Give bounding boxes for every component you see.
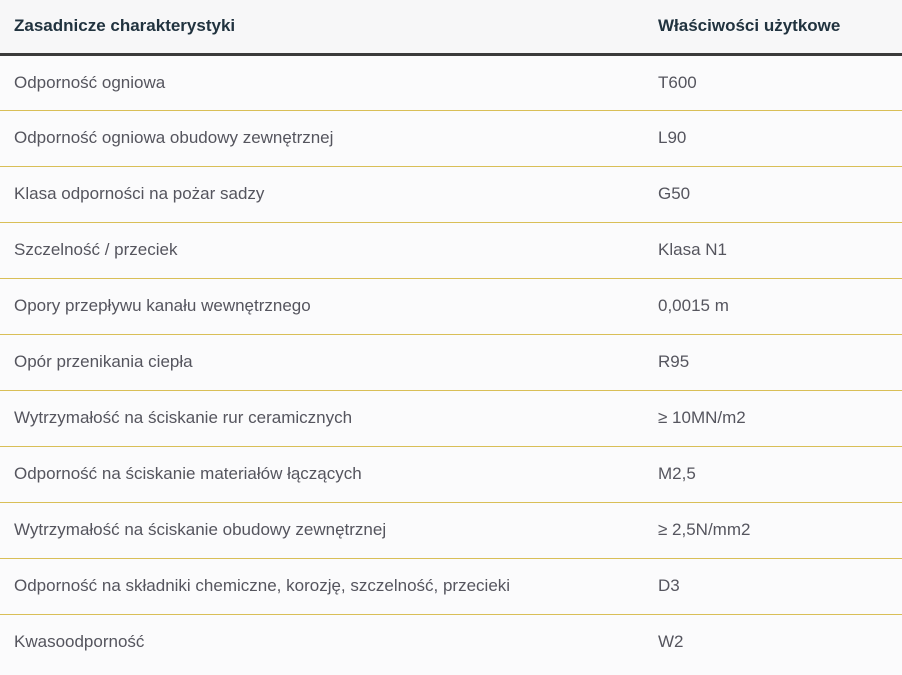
table-row bbox=[0, 614, 902, 670]
table-row bbox=[0, 558, 902, 614]
table-header-row bbox=[0, 0, 902, 54]
property-value: ≥ 2,5N/mm2 bbox=[658, 502, 902, 558]
property-value: 0,0015 m bbox=[658, 278, 902, 334]
property-value: ≥ 10MN/m2 bbox=[658, 390, 902, 446]
table-row bbox=[0, 278, 902, 334]
table-row bbox=[0, 54, 902, 110]
property-value: L90 bbox=[658, 110, 902, 166]
property-value: Klasa N1 bbox=[658, 222, 902, 278]
property-name: Opory przepływu kanału wewnętrznego bbox=[0, 278, 658, 334]
table-row bbox=[0, 502, 902, 558]
property-name: Odporność na składniki chemiczne, korozję, szczelność, przecieki bbox=[0, 558, 658, 614]
table-header bbox=[0, 0, 902, 54]
property-value: D3 bbox=[658, 558, 902, 614]
property-value: M2,5 bbox=[658, 446, 902, 502]
table-row bbox=[0, 222, 902, 278]
property-name: Klasa odporności na pożar sadzy bbox=[0, 166, 658, 222]
property-name: Odporność na ściskanie materiałów łączących bbox=[0, 446, 658, 502]
table-row bbox=[0, 390, 902, 446]
property-value: T600 bbox=[658, 54, 902, 110]
property-name: Wytrzymałość na ściskanie obudowy zewnętrznej bbox=[0, 502, 658, 558]
table-row bbox=[0, 166, 902, 222]
property-value: W2 bbox=[658, 632, 684, 652]
property-name: Szczelność / przeciek bbox=[0, 222, 658, 278]
column-header-characteristics: Zasadnicze charakterystyki bbox=[0, 0, 658, 54]
property-value: R95 bbox=[658, 334, 902, 390]
property-name: Opór przenikania ciepła bbox=[0, 334, 658, 390]
property-name: Odporność ogniowa bbox=[0, 54, 658, 110]
table-body bbox=[0, 54, 902, 670]
table-row bbox=[0, 334, 902, 390]
property-name: Kwasoodporność bbox=[14, 632, 145, 652]
table-row bbox=[0, 110, 902, 166]
table-row bbox=[0, 446, 902, 502]
property-name: Wytrzymałość na ściskanie rur ceramicznych bbox=[0, 390, 658, 446]
property-name: Odporność ogniowa obudowy zewnętrznej bbox=[0, 110, 658, 166]
column-header-properties: Właściwości użytkowe bbox=[658, 0, 902, 54]
property-value: G50 bbox=[658, 166, 902, 222]
